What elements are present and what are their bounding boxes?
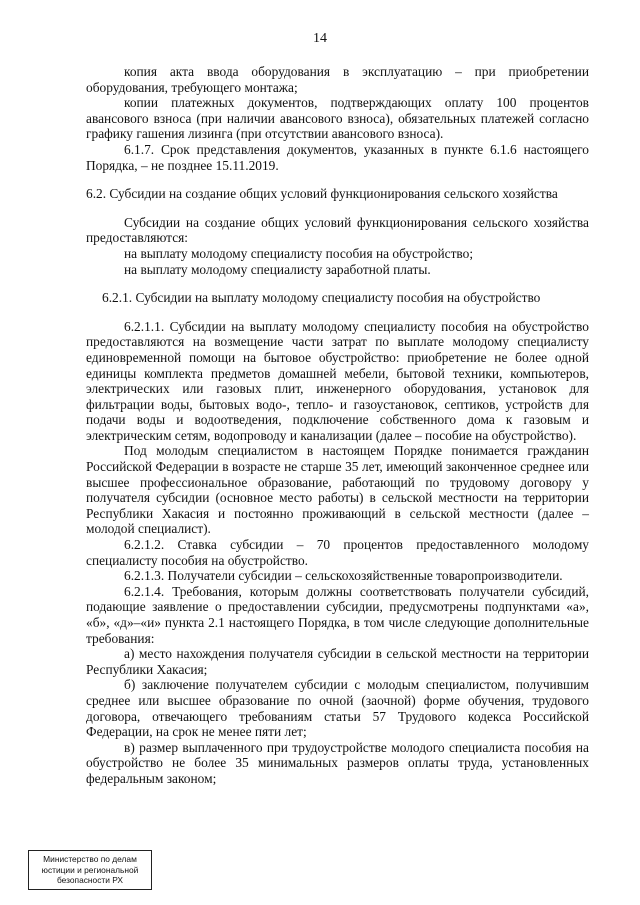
document-body [86,64,589,787]
paragraph-item-a: а) место нахождения получателя субсидии в сельской местности на территории Республики Хакасия; [86,646,589,677]
paragraph-equipment-act: копия акта ввода оборудования в эксплуатацию – при приобретении оборудования, требующего монтажа; [86,64,589,95]
ministry-stamp [28,850,152,890]
paragraph-item-b: б) заключение получателем субсидии с молодым специалистом, получившим среднее или высшее образование по очной (заочной) форме обучения, трудового договора, отвечающего требованиям статьи 57 Трудового кодекса Российской Федерации, на срок не менее пяти лет; [86,677,589,740]
paragraph-6-2-1-3: 6.2.1.3. Получатели субсидии – сельскохозяйственные товаропроизводители. [124,568,563,584]
paragraph-6-2-1-1: 6.2.1.1. Субсидии на выплату молодому специалисту пособия на обустройство предоставляются на возмещение части затрат по выплате молодому специалисту единовременной помощи на бытовое обустройство: приобретение не более одной единицы комплекта предметов домашней мебели, бытовой техники, компьютеров, электрических или газовых плит, инженерного оборудования, установок для фильтрации воды, бытовых водо-, тепло- и газоустановок, септиков, устройств для подачи воды и водоотведения, подключение собственного дома к газовым и электрическим сетям, водопроводу и канализации (далее – пособие на обустройство). [86,318,589,443]
list-item-settlement-allowance: на выплату молодому специалисту пособия на обустройство; [124,245,474,261]
paragraph-young-specialist-definition: Под молодым специалистом в настоящем Порядке понимается гражданин Российской Федерации в возрасте не старше 35 лет, имеющий законченное среднее или высшее профессиональное образование, работающий по трудовому договору у получателя субсидии (основное место работы) в сельской местности на территории Республики Хакасия и постоянно проживающий в сельской местности (далее – молодой специалист). [86,443,589,537]
stamp-line-3: безопасности РХ [56,875,124,885]
paragraph-item-v: в) размер выплаченного при трудоустройстве молодого специалиста пособия на обустройство не более 35 минимальных размеров оплаты труда, установленных федеральным законом; [86,739,589,786]
stamp-line-1: Министерство по делам [43,854,137,864]
paragraph-6-2-1-2: 6.2.1.2. Ставка субсидии – 70 процентов предоставленного молодому специалисту пособия на обустройство. [86,537,589,568]
paragraph-6-1-7: 6.1.7. Срок представления документов, указанных в пункте 6.1.6 настоящего Порядка, – не позднее 15.11.2019. [86,141,589,173]
paragraph-subsidies-intro: Субсидии на создание общих условий функционирования сельского хозяйства предоставляются: [86,214,589,246]
paragraph-payment-documents: копии платежных документов, подтверждающих оплату 100 процентов авансового взноса (при наличии авансового взноса), обязательных платежей согласно графику гашения лизинга (при отсутствии авансового взноса). [86,95,589,142]
section-heading-6-2: 6.2. Субсидии на создание общих условий функционирования сельского хозяйства [86,186,558,202]
page-number: 14 [313,31,327,46]
stamp-line-2: юстиции и региональной [41,864,139,875]
paragraph-6-2-1-4: 6.2.1.4. Требования, которым должны соответствовать получатели субсидий, подающие заявление о предоставлении субсидии, предусмотрены подпунктами «а», «б», «д»–«и» пункта 2.1 настоящего Порядка, в том числе следующие дополнительные требования: [86,583,589,646]
list-item-salary: на выплату молодому специалисту заработной платы. [124,261,431,277]
section-heading-6-2-1: 6.2.1. Субсидии на выплату молодому специалисту пособия на обустройство [102,290,541,306]
